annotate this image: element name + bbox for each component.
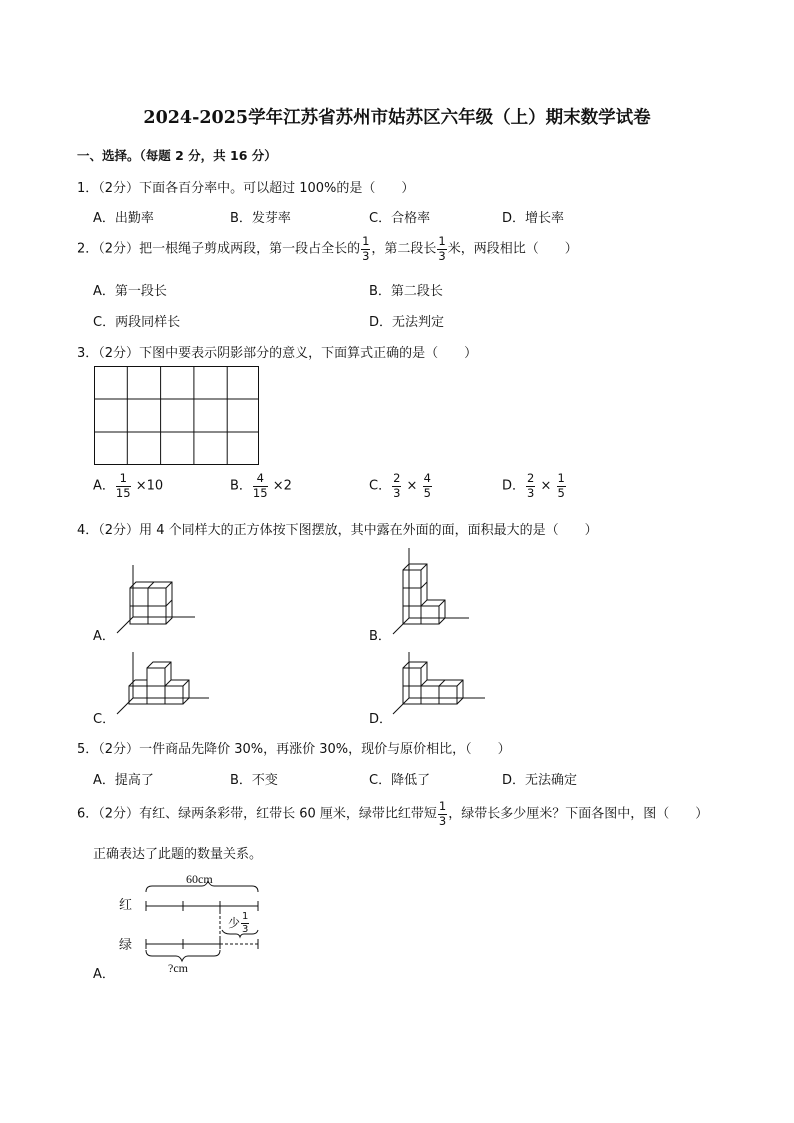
q2-fraction-1: $\frac{1}{3}$ bbox=[362, 234, 370, 263]
section-heading: 一、选择。（每题 2 分，共 16 分） bbox=[77, 148, 277, 163]
q2-text-b: ，第二段长 bbox=[371, 241, 437, 257]
q3-option-d[interactable]: D． $\frac{2}{3}$ × $\frac{1}{5}$ bbox=[502, 471, 565, 500]
q4-option-a[interactable]: A． bbox=[93, 629, 115, 644]
q3-number: 3． bbox=[77, 346, 99, 361]
q1-option-b[interactable]: B．发芽率 bbox=[230, 211, 291, 226]
q4-text: 用 4 个同样大的正方体按下图摆放，其中露在外面的面，面积最大的是（ ） bbox=[139, 523, 598, 538]
q6-score: （2分） bbox=[98, 806, 140, 822]
q3-option-c[interactable]: C． $\frac{2}{3}$ × $\frac{4}{5}$ bbox=[369, 471, 431, 500]
question-3 bbox=[77, 342, 477, 361]
q3-option-b[interactable]: B． $\frac{4}{15}$ ×2 bbox=[230, 471, 292, 500]
q2-option-d[interactable]: D．无法判定 bbox=[369, 315, 445, 330]
page-title: 2024-2025学年江苏省苏州市姑苏区六年级（上）期末数学试卷 bbox=[143, 108, 651, 128]
q6-number: 6． bbox=[77, 806, 99, 822]
q5-text: 一件商品先降价 30%，再涨价 30%，现价与原价相比，（ ） bbox=[139, 742, 511, 757]
q6-red-label: 红 bbox=[119, 898, 133, 913]
q4-number: 4． bbox=[77, 523, 99, 538]
q2-option-c[interactable]: C．两段同样长 bbox=[93, 315, 181, 330]
q6-green-label: 绿 bbox=[119, 938, 133, 953]
q3-score: （2分） bbox=[98, 346, 140, 361]
q6-less-label: 少 $\frac{1}{3}$ bbox=[228, 911, 249, 935]
q2-option-b[interactable]: B．第二段长 bbox=[369, 284, 443, 299]
q6-text-a: 有红、绿两条彩带，红带长 60 厘米，绿带比红带短 bbox=[139, 806, 437, 822]
question-5 bbox=[77, 738, 511, 757]
q6-text-line2: 正确表达了此题的数量关系。 bbox=[93, 847, 263, 862]
q5-option-a[interactable]: A．提高了 bbox=[93, 773, 154, 788]
q5-option-b[interactable]: B．不变 bbox=[230, 773, 278, 788]
question-4 bbox=[77, 519, 598, 538]
q2-option-a[interactable]: A．第一段长 bbox=[93, 284, 167, 299]
q4-figure-c bbox=[117, 652, 217, 720]
q1-option-a[interactable]: A．出勤率 bbox=[93, 211, 154, 226]
q1-number: 1． bbox=[77, 181, 99, 196]
q4-option-d[interactable]: D． bbox=[369, 712, 393, 727]
question-1 bbox=[77, 177, 414, 196]
q6-text-b: ，绿带长多少厘米？下面各图中，图（ ） bbox=[448, 806, 709, 822]
q4-figure-a bbox=[117, 565, 197, 637]
q4-figure-b bbox=[393, 548, 473, 638]
q5-number: 5． bbox=[77, 742, 99, 757]
q6-fraction: $\frac{1}{3}$ bbox=[438, 799, 447, 828]
q5-score: （2分） bbox=[98, 742, 140, 757]
q3-grid-figure bbox=[94, 366, 260, 466]
q5-option-c[interactable]: C．降低了 bbox=[369, 773, 431, 788]
q4-score: （2分） bbox=[98, 523, 140, 538]
q1-option-d[interactable]: D．增长率 bbox=[502, 211, 565, 226]
question-6 bbox=[77, 801, 708, 827]
q4-figure-d bbox=[393, 652, 493, 720]
q2-text-a: 把一根绳子剪成两段，第一段占全长的 bbox=[139, 241, 361, 257]
q4-option-c[interactable]: C． bbox=[93, 712, 116, 727]
question-2 bbox=[77, 236, 578, 262]
q2-fraction-2: $\frac{1}{3}$ bbox=[438, 234, 446, 263]
q2-number: 2． bbox=[77, 241, 99, 257]
q3-text: 下图中要表示阴影部分的意义，下面算式正确的是（ ） bbox=[139, 346, 478, 361]
q1-score: （2分） bbox=[98, 181, 140, 196]
q6-segment-diagram bbox=[140, 884, 270, 964]
q6-bottom-label: ?cm bbox=[168, 961, 188, 975]
q1-text: 下面各百分率中。可以超过 100%的是（ ） bbox=[139, 181, 415, 196]
q1-option-c[interactable]: C．合格率 bbox=[369, 211, 431, 226]
q3-option-a[interactable]: A． $\frac{1}{15}$ ×10 bbox=[93, 471, 164, 500]
q6-option-a[interactable]: A． bbox=[93, 967, 115, 982]
q4-option-b[interactable]: B． bbox=[369, 629, 391, 644]
q6-top-label: 60cm bbox=[186, 872, 213, 886]
q2-score: （2分） bbox=[98, 241, 140, 257]
q5-option-d[interactable]: D．无法确定 bbox=[502, 773, 578, 788]
q2-text-c: 米，两段相比（ ） bbox=[447, 241, 578, 257]
